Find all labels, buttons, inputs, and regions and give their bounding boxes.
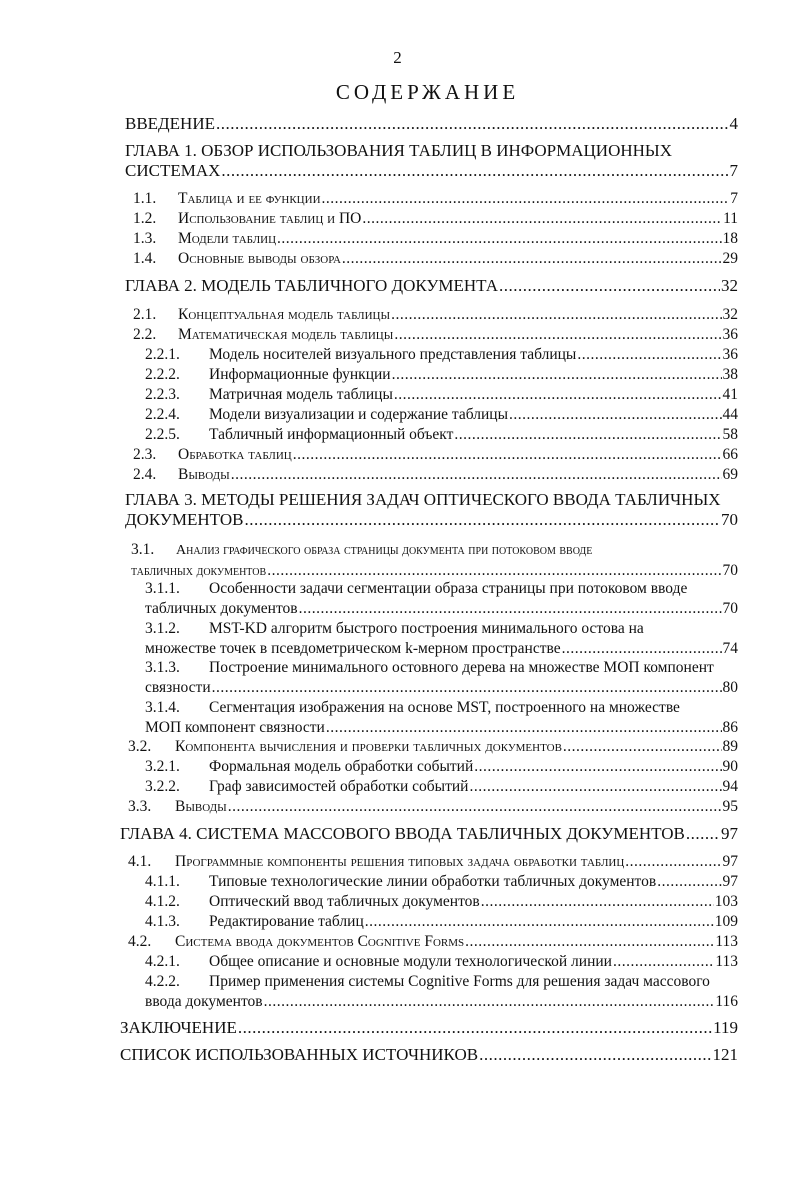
toc-entry-introduction[interactable]: ВВЕДЕНИЕ ..... 4	[125, 114, 738, 134]
toc-entry-3-1-2[interactable]: 3.1.2. MST-KD алгоритм быстрого построения минимального остова на множестве точек в псевдометрическом k-мерном пространстве ..... 74	[145, 619, 738, 659]
toc-entry-2-2-5[interactable]: 2.2.5. Табличный информационный объект ..... 58	[145, 425, 738, 445]
toc-entry-references[interactable]: СПИСОК ИСПОЛЬЗОВАННЫХ ИСТОЧНИКОВ ..... 121	[120, 1045, 738, 1065]
toc-entry-chapter-3[interactable]: ГЛАВА 3. МЕТОДЫ РЕШЕНИЯ ЗАДАЧ ОПТИЧЕСКОГО ВВОДА ТАБЛИЧНЫХ ДОКУМЕНТОВ ..... 70	[125, 490, 738, 530]
toc-entry-2-4[interactable]: 2.4. Выводы ..... 69	[133, 465, 738, 485]
page-number: 2	[393, 48, 402, 67]
toc-entry-3-2-2[interactable]: 3.2.2. Граф зависимостей обработки событий ..... 94	[145, 777, 738, 797]
toc-entry-1-4[interactable]: 1.4. Основные выводы обзора ..... 29	[133, 249, 738, 269]
toc-entry-2-1[interactable]: 2.1. Концептуальная модель таблицы ..... 32	[133, 305, 738, 325]
toc-entry-2-2-2[interactable]: 2.2.2. Информационные функции ..... 38	[145, 365, 738, 385]
toc-entry-3-1-3[interactable]: 3.1.3. Построение минимального остовного дерева на множестве МОП компонент связности ..... 80	[145, 658, 738, 698]
toc-entry-4-1-3[interactable]: 4.1.3. Редактирование таблиц ..... 109	[145, 912, 738, 932]
toc-entry-chapter-4[interactable]: ГЛАВА 4. СИСТЕМА МАССОВОГО ВВОДА ТАБЛИЧНЫХ ДОКУМЕНТОВ ..... 97	[120, 824, 738, 844]
toc-entry-1-1[interactable]: 1.1. Таблица и ее функции ..... 7	[133, 189, 738, 209]
toc-entry-4-1-2[interactable]: 4.1.2. Оптический ввод табличных документов ..... 103	[145, 892, 738, 912]
toc-entry-1-3[interactable]: 1.3. Модели таблиц ..... 18	[133, 229, 738, 249]
toc-entry-4-2[interactable]: 4.2. Система ввода документов Cognitive Forms ..... 113	[128, 932, 738, 952]
toc-entry-3-1[interactable]: 3.1. Анализ графического образа страницы документа при потоковом вводе табличных документов ..... 70	[131, 540, 738, 582]
toc-entry-1-2[interactable]: 1.2. Использование таблиц и ПО ..... 11	[133, 209, 738, 229]
toc-entry-2-3[interactable]: 2.3. Обработка таблиц ..... 66	[133, 445, 738, 465]
toc-entry-4-1-1[interactable]: 4.1.1. Типовые технологические линии обработки табличных документов ..... 97	[145, 872, 738, 892]
toc-entry-3-3[interactable]: 3.3. Выводы ..... 95	[128, 797, 738, 817]
toc-entry-2-2[interactable]: 2.2. Математическая модель таблицы ..... 36	[133, 325, 738, 345]
toc-entry-chapter-1[interactable]: ГЛАВА 1. ОБЗОР ИСПОЛЬЗОВАНИЯ ТАБЛИЦ В ИНФОРМАЦИОННЫХ СИСТЕМАХ ..... 7	[125, 141, 738, 181]
toc-entry-chapter-2[interactable]: ГЛАВА 2. МОДЕЛЬ ТАБЛИЧНОГО ДОКУМЕНТА ..... 32	[125, 276, 738, 296]
toc-entry-2-2-3[interactable]: 2.2.3. Матричная модель таблицы ..... 41	[145, 385, 738, 405]
toc-entry-3-1-1[interactable]: 3.1.1. Особенности задачи сегментации образа страницы при потоковом вводе табличных документов ..... 70	[145, 579, 738, 619]
toc-entry-2-2-1[interactable]: 2.2.1. Модель носителей визуального представления таблицы ..... 36	[145, 345, 738, 365]
toc-entry-2-2-4[interactable]: 2.2.4. Модели визуализации и содержание таблицы ..... 44	[145, 405, 738, 425]
toc-entry-conclusion[interactable]: ЗАКЛЮЧЕНИЕ ..... 119	[120, 1018, 738, 1038]
toc-entry-3-2[interactable]: 3.2. Компонента вычисления и проверки табличных документов ..... 89	[128, 737, 738, 757]
toc-entry-3-2-1[interactable]: 3.2.1. Формальная модель обработки событий ..... 90	[145, 757, 738, 777]
toc-entry-4-2-2[interactable]: 4.2.2. Пример применения системы Cognitive Forms для решения задач массового ввода документов ..... 116	[145, 972, 738, 1012]
toc-entry-3-1-4[interactable]: 3.1.4. Сегментация изображения на основе MST, построенного на множестве МОП компонент связности ..... 86	[145, 698, 738, 738]
toc-entry-4-1[interactable]: 4.1. Программные компоненты решения типовых задача обработки таблиц ..... 97	[128, 852, 738, 872]
toc-entry-4-2-1[interactable]: 4.2.1. Общее описание и основные модули технологической линии ..... 113	[145, 952, 738, 972]
page-title: СОДЕРЖАНИЕ	[335, 80, 520, 104]
